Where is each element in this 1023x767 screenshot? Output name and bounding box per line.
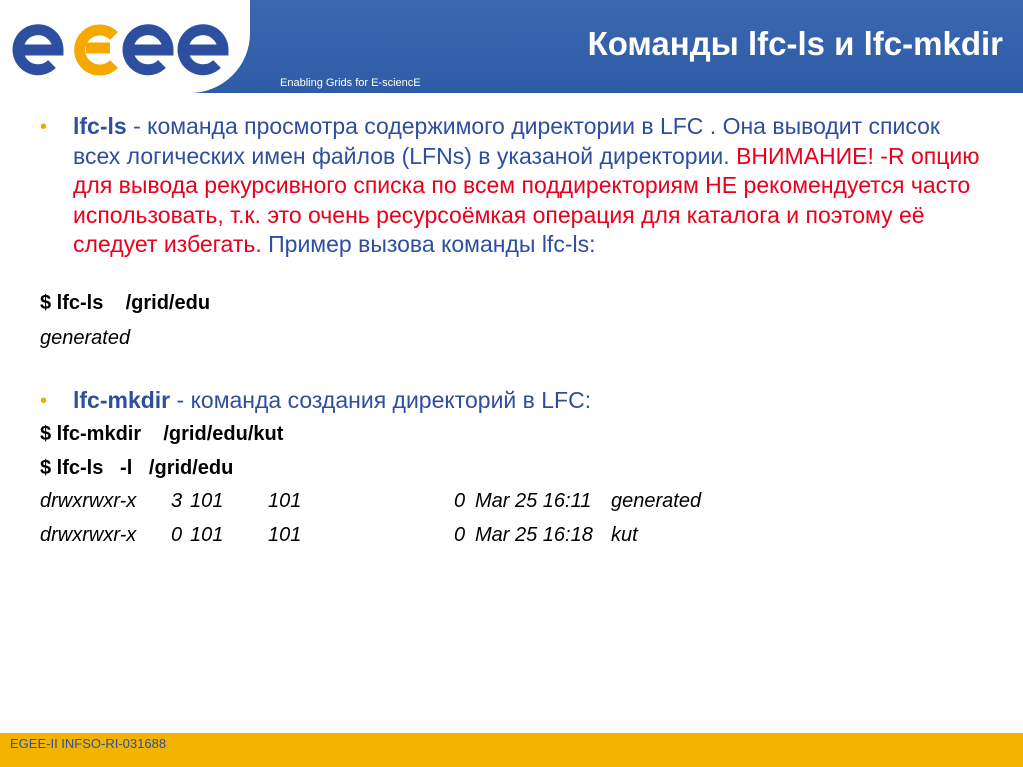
listing-gid: 101 — [268, 490, 302, 512]
listing-uid: 101 — [190, 490, 224, 512]
listing-size: 0 — [454, 490, 466, 512]
listing-uid: 101 — [190, 524, 224, 546]
listing-name: generated — [611, 490, 702, 512]
footer-bar — [0, 733, 1023, 767]
footer-text: EGEE-II INFSO-RI-031688 — [10, 736, 167, 751]
listing-links: 0 — [171, 524, 183, 546]
listing-links: 3 — [171, 490, 183, 512]
bullet-marker: • — [40, 116, 48, 138]
tagline: Enabling Grids for E-sciencE — [280, 77, 421, 89]
lfc-ls-description — [73, 112, 993, 260]
lfc-mkdir-keyword: lfc-mkdir — [73, 387, 171, 413]
lfc-ls-desc: - команда просмотра содержимого директории в LFC . Она выводит список всех логических имен файлов (LFNs) в указаной директории. — [73, 113, 940, 169]
listing-perms: drwxrwxr-x — [40, 524, 137, 546]
listing-perms: drwxrwxr-x — [40, 490, 137, 512]
lfc-ls-output: generated — [40, 327, 131, 349]
lfc-mkdir-command: $ lfc-mkdir /grid/edu/kut — [40, 423, 284, 445]
example-intro: Пример вызова команды lfc-ls: — [268, 231, 596, 257]
warning-text: ВНИМАНИЕ! -R опцию для вывода рекурсивного списка по всем поддиректориям НЕ рекомендуется часто использовать, т.к. это очень ресурсоёмкая операция для каталога и поэтому её следует избегать. — [73, 142, 980, 257]
logo-panel — [0, 0, 250, 93]
listing-name: kut — [611, 524, 638, 546]
listing-size: 0 — [454, 524, 466, 546]
listing-gid: 101 — [268, 524, 302, 546]
header-bar — [0, 0, 1023, 93]
egee-logo — [10, 14, 240, 78]
bullet-marker: • — [40, 390, 48, 412]
slide-title: Команды lfc-ls и lfc-mkdir — [587, 25, 1003, 62]
listing-date: Mar 25 16:18 — [475, 524, 593, 546]
lfc-ls-long-command: $ lfc-ls -l /grid/edu — [40, 457, 234, 479]
lfc-ls-command: $ lfc-ls /grid/edu — [40, 292, 211, 314]
lfc-mkdir-description — [73, 386, 993, 416]
lfc-mkdir-desc: - команда создания директорий в LFC: — [170, 387, 592, 413]
listing-date: Mar 25 16:11 — [475, 490, 592, 512]
lfc-ls-keyword: lfc-ls — [73, 113, 127, 139]
